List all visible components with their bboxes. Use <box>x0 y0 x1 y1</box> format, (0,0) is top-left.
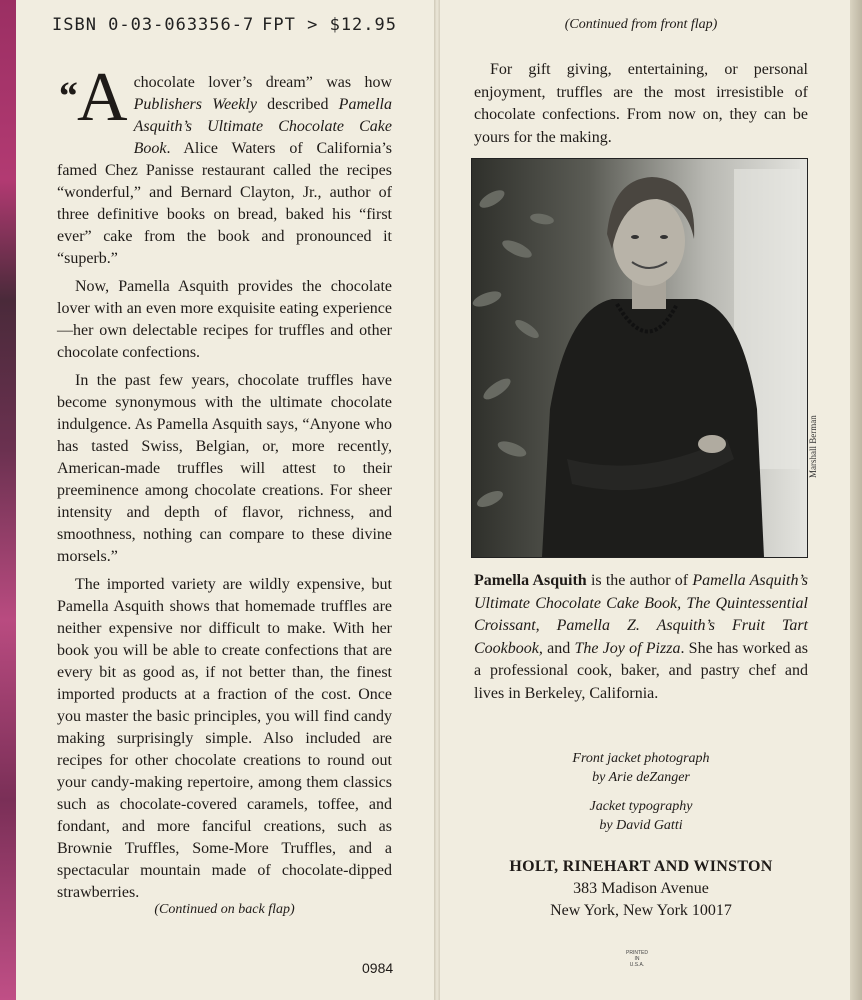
printed-in-usa-mark: PRINTED IN U.S.A. <box>626 950 648 968</box>
isbn-line <box>52 15 397 35</box>
front-photo-credit: Front jacket photograph by Arie deZanger <box>572 751 710 785</box>
publisher-address-1: 383 Madison Avenue <box>573 880 709 897</box>
book-titles: Pamella Asquith’s Ultimate Chocolate Cake Book, The Quintessential Croissant, Pamella Z. Asquith’s Fruit Tart Cookbook, <box>474 572 808 657</box>
author-name: Pamella Asquith <box>474 572 587 589</box>
publisher-address-2: New York, New York 10017 <box>550 902 732 919</box>
isbn-number: ISBN 0-03-063356-7 <box>52 15 255 35</box>
page-edge <box>850 0 862 1000</box>
pizza-title: The Joy of Pizza <box>574 639 681 657</box>
front-flap-copy <box>57 59 392 910</box>
paragraph-4: The imported variety are wildly expensive, but Pamella Asquith shows that homemade truffles are neither expensive nor difficult to make. With her book you will be able to create confections that are every bit as good as, if not better than, the finest imported products at a fraction of the cost. Once you master the basic principles, you will find candy making surprisingly simple. Also included are recipes for other chocolate creations to round out your candy-making repertoire, among them classics such as chocolate-covered caramels, toffee, and fondant, and more fanciful creations, such as Brownie Truffles, Some-More Truffles, and a spectacular mountain made of chocolate-dipped strawberries. <box>57 576 392 901</box>
publisher-name: HOLT, RINEHART AND WINSTON <box>509 858 773 875</box>
typography-credit: Jacket typography by David Gatti <box>589 799 693 833</box>
continued-from-front-flap: (Continued from front flap) <box>564 17 718 32</box>
author-photo <box>471 158 808 558</box>
photo-credit: Marshall Berman <box>808 415 818 478</box>
price-code: FPT > $12.95 <box>262 15 397 35</box>
paragraph-1: “A chocolate lover’s dream” was how Publishers Weekly described Pamella Asquith’s Ultimate Chocolate Cake Book. Alice Waters of California’s famed Chez Panisse restaurant called the recipes “wonderful,” and Bernard Clayton, Jr., author of three definitive books on bread, baked his “first ever” cake from the book and pronounced it “superb.” <box>57 59 392 267</box>
publication-name: Publishers Weekly <box>133 96 257 113</box>
gift-paragraph: For gift giving, entertaining, or personal enjoyment, truffles are the most irresistible of chocolate confections. From now on, they can be yours for the making. <box>474 61 808 146</box>
author-photo-illustration <box>472 159 807 557</box>
jacket-credits <box>474 749 808 835</box>
cover-edge <box>0 0 16 1000</box>
paragraph-3: In the past few years, chocolate truffles have become synonymous with the ultimate chocolate indulgence. As Pamella Asquith says, “Anyone who has tasted Swiss, Belgian, or, more recently, American-made truffles will attest to their preeminence among chocolate creations. For sheer intensity and depth of flavor, richness, and smoothness, nothing can compare to these divine morsels.” <box>57 372 392 565</box>
book-title: Pamella Asquith’s Ultimate Chocolate Cake Book <box>133 96 392 157</box>
drop-cap: “A <box>57 59 128 136</box>
author-bio: Pamella Asquith is the author of Pamella Asquith’s Ultimate Chocolate Cake Book, The Quintessential Croissant, Pamella Z. Asquith’s Fruit Tart Cookbook, and The Joy of Pizza. She has worked as a professional cook, baker, and pastry chef and lives in Berkeley, California. <box>474 572 809 702</box>
paragraph-2: Now, Pamella Asquith provides the chocolate lover with an even more exquisite eating experience—her own delectable recipes for truffles and other chocolate confections. <box>57 278 392 361</box>
flap-code: 0984 <box>362 960 394 976</box>
publisher-block <box>474 856 808 922</box>
continued-on-back-flap: (Continued on back flap) <box>154 902 295 917</box>
